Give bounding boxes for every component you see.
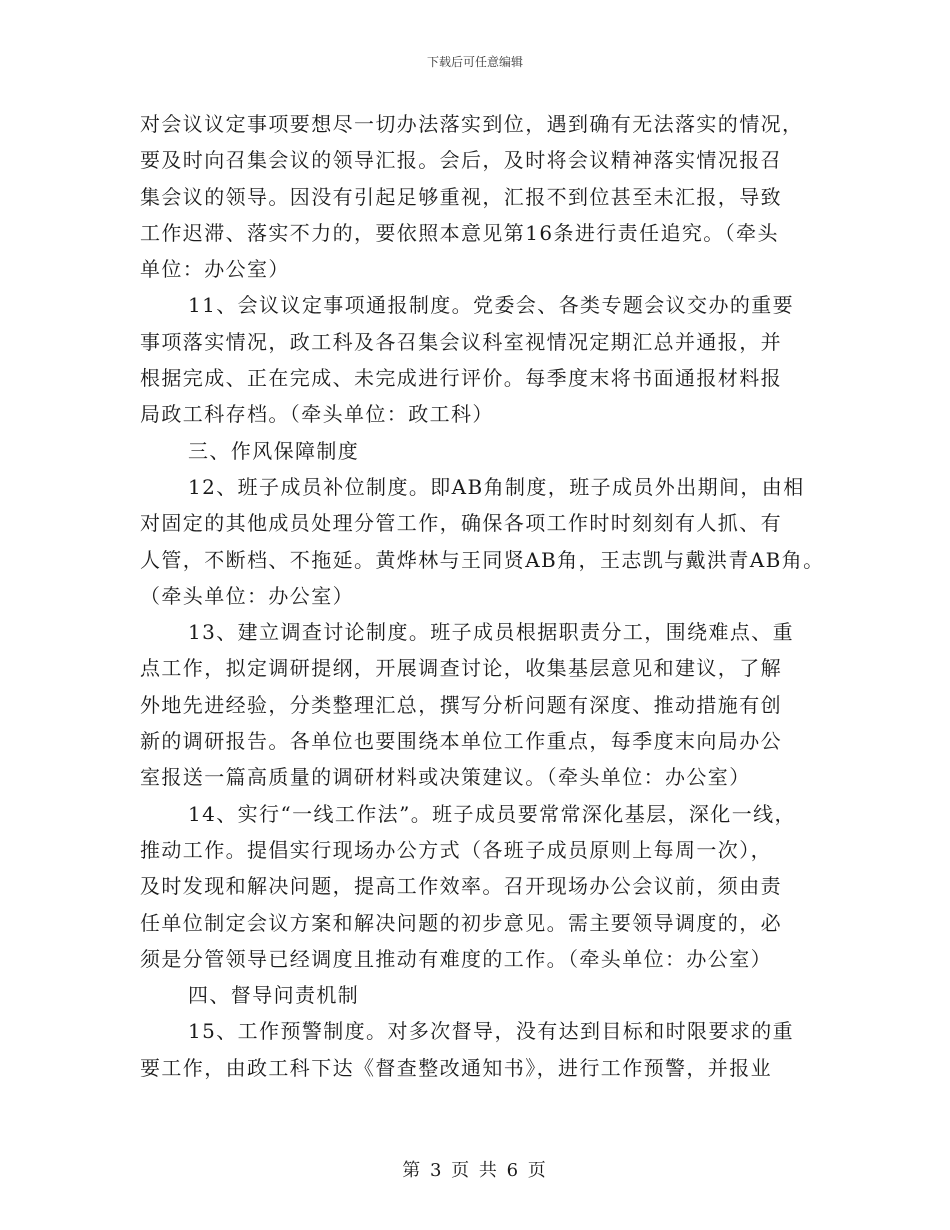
text-line: 11、会议议定事项通报制度。党委会、各类专题会议交办的重要 bbox=[188, 293, 795, 318]
text-line: 点工作，拟定调研提纲，开展调查讨论，收集基层意见和建议，了解 bbox=[140, 656, 782, 681]
text-line: 单位：办公室） bbox=[140, 257, 290, 282]
page-footer: 第 3 页 共 6 页 bbox=[402, 1160, 548, 1181]
text-line: 及时发现和解决问题，提高工作效率。召开现场办公会议前，须由责 bbox=[140, 874, 782, 899]
text-line: 任单位制定会议方案和解决问题的初步意见。需主要领导调度的，必 bbox=[140, 910, 782, 935]
text-line: 对固定的其他成员处理分管工作，确保各项工作时时刻刻有人抓、有 bbox=[140, 511, 782, 536]
text-line: 三、作风保障制度 bbox=[188, 438, 360, 463]
text-line: 新的调研报告。各单位也要围绕本单位工作重点，每季度末向局办公 bbox=[140, 729, 782, 754]
text-line: 推动工作。提倡实行现场办公方式（各班子成员原则上每周一次）， bbox=[140, 837, 772, 862]
text-line: 要及时向召集会议的领导汇报。会后，及时将会议精神落实情况报召 bbox=[140, 148, 782, 173]
text-line: 要工作，由政工科下达《督查整改通知书》，进行工作预警，并报业 bbox=[140, 1055, 772, 1080]
text-line: 15、工作预警制度。对多次督导，没有达到目标和时限要求的重 bbox=[188, 1019, 795, 1044]
text-line: 工作迟滞、落实不力的，要依照本意见第16条进行责任追究。（牵头 bbox=[140, 220, 779, 245]
text-line: 集会议的领导。因没有引起足够重视，汇报不到位甚至未汇报，导致 bbox=[140, 184, 782, 209]
text-line: 12、班子成员补位制度。即AB角制度，班子成员外出期间，由相 bbox=[188, 474, 805, 499]
page-header: 下载后可任意编辑 bbox=[426, 55, 523, 69]
text-line: 14、实行“一线工作法”。班子成员要常常深化基层，深化一线， bbox=[188, 801, 796, 826]
text-line: 根据完成、正在完成、未完成进行评价。每季度末将书面通报材料报 bbox=[140, 366, 782, 391]
text-line: 对会议议定事项要想尽一切办法落实到位，遇到确有无法落实的情况， bbox=[140, 112, 804, 136]
text-line: 13、建立调查讨论制度。班子成员根据职责分工，围绕难点、重 bbox=[188, 620, 795, 645]
text-line: （牵头单位：办公室） bbox=[140, 583, 354, 608]
text-line: 四、督导问责机制 bbox=[188, 983, 360, 1008]
text-line: 室报送一篇高质量的调研材料或决策建议。（牵头单位：办公室） bbox=[140, 765, 751, 790]
text-line: 须是分管领导已经调度且推动有难度的工作。（牵头单位：办公室） bbox=[140, 946, 772, 971]
text-line: 外地先进经验，分类整理汇总，撰写分析问题有深度、推动措施有创 bbox=[140, 692, 782, 717]
text-line: 局政工科存档。（牵头单位：政工科） bbox=[140, 402, 494, 427]
document-body bbox=[140, 106, 825, 1086]
text-line: 人管，不断档、不拖延。黄烨林与王同贤AB角，王志凯与戴洪青AB角。 bbox=[140, 547, 825, 572]
text-line: 事项落实情况，政工科及各召集会议科室视情况定期汇总并通报，并 bbox=[140, 329, 782, 354]
